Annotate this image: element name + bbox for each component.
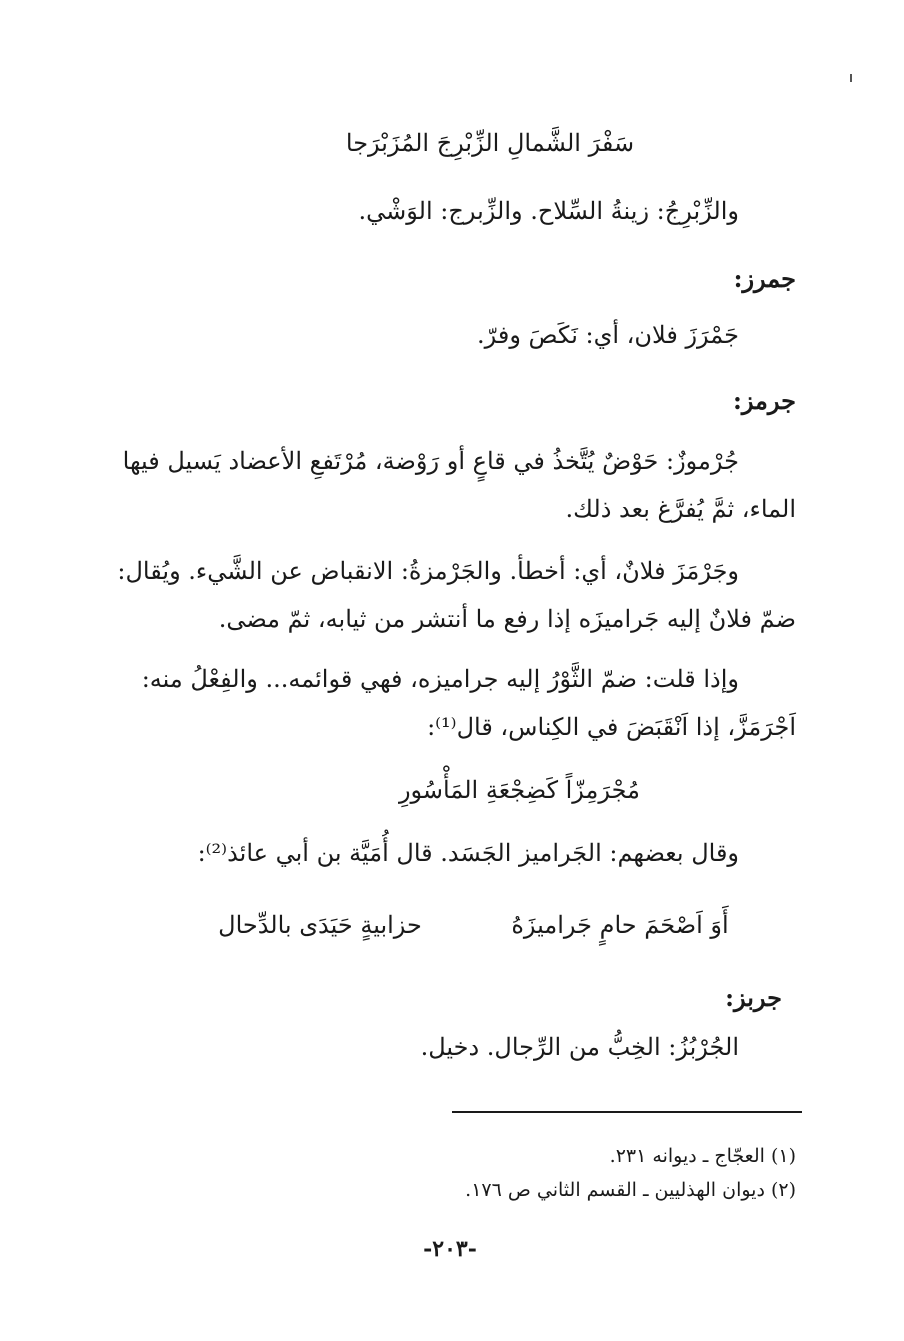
entry-heading-jarbaz: جربز:	[725, 983, 782, 1012]
definition-jurbuz: الجُرْبُزُ: الخِبُّ من الرِّجال. دخيل.	[420, 1033, 739, 1061]
verse-zibrij: سَفْرَ الشَّمالِ الزِّبْرِجَ المُزَبْرَجا	[345, 129, 635, 157]
entry-heading-jarmaz: جرمز:	[732, 386, 796, 415]
paragraph-jarmaza-line-1: وجَرْمَزَ فلانٌ، أي: أخطأ. والجَرْمزةُ: الانقباض عن الشَّيء. ويُقال:	[117, 557, 739, 585]
entry-heading-jamraz: جمرز:	[733, 264, 796, 293]
footnote-1: (١) العجّاج ـ ديوانه ٢٣١.	[609, 1145, 796, 1167]
paragraph-jaramiz-line-2: اَجْرَمَزَّ، إذا اَنْقَبَضَ في الكِناس، قال⁽¹⁾:	[427, 713, 796, 741]
quote-umayya-intro: وقال بعضهم: الجَراميز الجَسَد. قال أُمَيَّة بن أبي عائذ⁽²⁾:	[197, 839, 739, 867]
definition-zibrij: والزِّبْرِجُ: زينةُ السِّلاح. والزِّبرج: الوَشْي.	[358, 197, 739, 225]
paragraph-jaramiz-line-1: وإذا قلت: ضمّ الثَّوْرُ إليه جراميزه، فهي قوائمه... والفِعْلُ منه:	[141, 665, 739, 693]
footnote-separator	[452, 1111, 802, 1113]
paragraph-jurmuz-line-1: جُرْموزٌ: حَوْضٌ يُتَّخذُ في قاعٍ أو رَوْضة، مُرْتَفعِ الأعضاد يَسيل فيها	[122, 447, 739, 475]
paragraph-jurmuz-line-2: الماء، ثمَّ يُفرَّغ بعد ذلك.	[565, 495, 796, 523]
scan-speck	[850, 74, 852, 82]
couplet-first-hemistich: أَوَ اَصْحَمَ حامٍ جَراميزَهُ	[511, 911, 729, 939]
definition-jamraz: جَمْرَزَ فلان، أي: نَكَصَ وفرّ.	[476, 321, 739, 349]
footnote-2: (٢) ديوان الهذليين ـ القسم الثاني ص ١٧٦.	[465, 1179, 796, 1201]
couplet-second-hemistich: حزابيةٍ حَيَدَى بالدِّحال	[218, 911, 422, 939]
page-number: -٢٠٣-	[423, 1236, 477, 1262]
paragraph-jarmaza-line-2: ضمّ فلانٌ إليه جَراميزَه إذا رفع ما أنتشر من ثيابه، ثمّ مضى.	[218, 605, 796, 633]
verse-mujramiz: مُجْرَمِزّاً كَضِجْعَةِ المَأْسُورِ	[398, 776, 640, 804]
